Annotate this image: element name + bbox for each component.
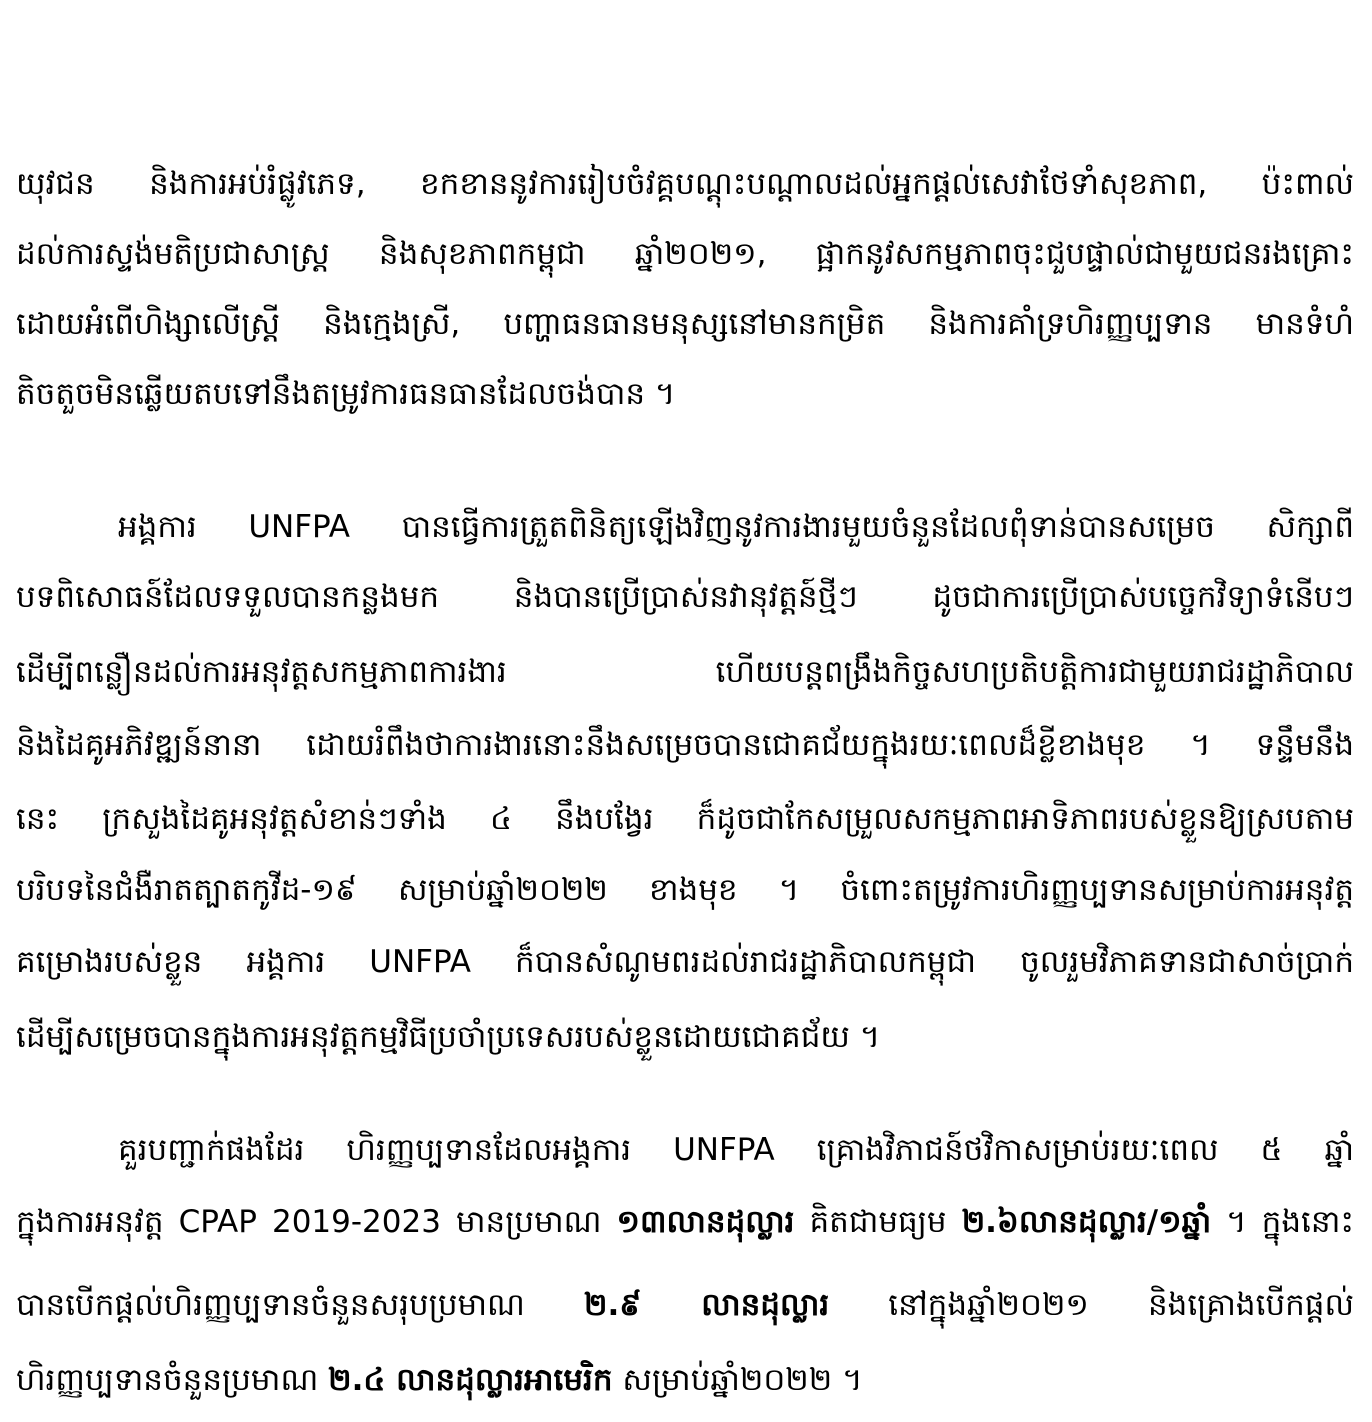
line-text: សម្រាប់ឆ្នាំ២០២២ ។: [612, 1362, 863, 1398]
paragraph-3-line-4: [16, 1345, 1354, 1415]
paragraph-line-4: តិចតួចមិនឆ្លើយតបទៅនឹងតម្រូវការធនធានដែលចង់បាន ។: [16, 376, 676, 412]
paragraph-line-2: ដល់ការស្ទង់មតិប្រជាសាស្ត្រ និងសុខភាពកម្ពុជា ឆ្នាំ២០២១, ផ្អាកនូវសកម្មភាពចុះជួបផ្ទាល់ជាមួយជនរងគ្រោះ: [16, 236, 1354, 272]
paragraph-3-line-3: [16, 1270, 1354, 1340]
amount-average-bold: ២.៦លានដុល្លារ/១ឆ្នាំ: [961, 1204, 1212, 1240]
paragraph-2-line-6: បរិបទនៃជំងឺរាតត្បាតកូវីដ-១៩ សម្រាប់ឆ្នាំ២០២២ ខាងមុខ ។ ចំពោះតម្រូវការហិរញ្ញប្បទានសម្រាប់ការអនុវត្ត: [16, 872, 1354, 908]
paragraph-2-line-8: ដើម្បីសម្រេចបានក្នុងការអនុវត្តកម្មវិធីប្រចាំប្រទេសរបស់ខ្លួនដោយជោគជ័យ ។: [16, 1019, 881, 1055]
amount-2021-bold: ២.៩ លានដុល្លារ: [584, 1287, 830, 1323]
paragraph-2-line-3: ដើម្បីពន្លឿនដល់ការអនុវត្តសកម្មភាពការងារ ហើយបន្តពង្រឹងកិច្ចសហប្រតិបត្តិការជាមួយរាជរដ្ឋាភិបាល: [16, 654, 1354, 690]
line-text: ក្នុងការអនុវត្ត CPAP 2019-2023 មានប្រមាណ: [16, 1204, 617, 1240]
paragraph-3-line-1: គួរបញ្ជាក់ផងដែរ ហិរញ្ញប្បទានដែលអង្គការ UNFPA គ្រោងវិភាជន៍ថវិកាសម្រាប់រយៈពេល ៥ ឆ្នាំ: [118, 1132, 1354, 1168]
paragraph-2-line-5: នេះ ក្រសួងដៃគូអនុវត្តសំខាន់ៗទាំង ៤ នឹងបង្វែរ ក៏ដូចជាកែសម្រួលសកម្មភាពអាទិភាពរបស់ខ្លួនឱ្យស្របតាម: [16, 801, 1354, 837]
paragraph-2-line-1: អង្គការ UNFPA បានធ្វើការត្រួតពិនិត្យឡើងវិញនូវការងារមួយចំនួនដែលពុំទាន់បានសម្រេច សិក្សាពី: [118, 509, 1354, 545]
paragraph-2-line-4: និងដៃគូអភិវឌ្ឍន៍នានា ដោយរំពឹងថាការងារនោះនឹងសម្រេចបានជោគជ័យក្នុងរយៈពេលដ៏ខ្លីខាងមុខ ។ ទន្ទឹមនឹង: [16, 727, 1354, 763]
line-text: ។ ក្នុងនោះ: [1211, 1204, 1354, 1240]
paragraph-line-3: ដោយអំពើហិង្សាលើស្ត្រី និងក្មេងស្រី, បញ្ហាធនធានមនុស្សនៅមានកម្រិត និងការគាំទ្រហិរញ្ញប្បទាន មានទំហំ: [16, 306, 1354, 342]
paragraph-2-line-2: បទពិសោធន៍ដែលទទួលបានកន្លងមក និងបានប្រើប្រាស់នវានុវត្តន៍ថ្មីៗ ដូចជាការប្រើប្រាស់បច្ចេកវិទ្យាទំនើបៗ: [16, 579, 1354, 615]
amount-total-bold: ១៣លានដុល្លារ: [616, 1204, 795, 1240]
line-text: គិតជាមធ្យម: [794, 1204, 962, 1240]
line-text: ហិរញ្ញប្បទានចំនួនប្រមាណ: [16, 1362, 329, 1398]
paragraph-3-line-2: [16, 1187, 1354, 1257]
paragraph-line-1: យុវជន និងការអប់រំផ្លូវភេទ, ខកខាននូវការរៀបចំវគ្គបណ្ដុះបណ្ដាលដល់អ្នកផ្ដល់សេវាថែទាំសុខភាព, ប៉ះពាល់: [16, 166, 1354, 202]
amount-2022-bold: ២.៤ លានដុល្លារអាមេរិក: [328, 1362, 613, 1398]
line-text: បានបើកផ្ដល់ហិរញ្ញប្បទានចំនួនសរុបប្រមាណ: [16, 1287, 585, 1323]
paragraph-2-line-7: គម្រោងរបស់ខ្លួន អង្គការ UNFPA ក៏បានសំណូមពរដល់រាជរដ្ឋាភិបាលកម្ពុជា ចូលរួមវិភាគទានជាសាច់ប្រាក់: [16, 944, 1354, 980]
line-text: នៅក្នុងឆ្នាំ២០២១ និងគ្រោងបើកផ្ដល់: [829, 1287, 1354, 1323]
